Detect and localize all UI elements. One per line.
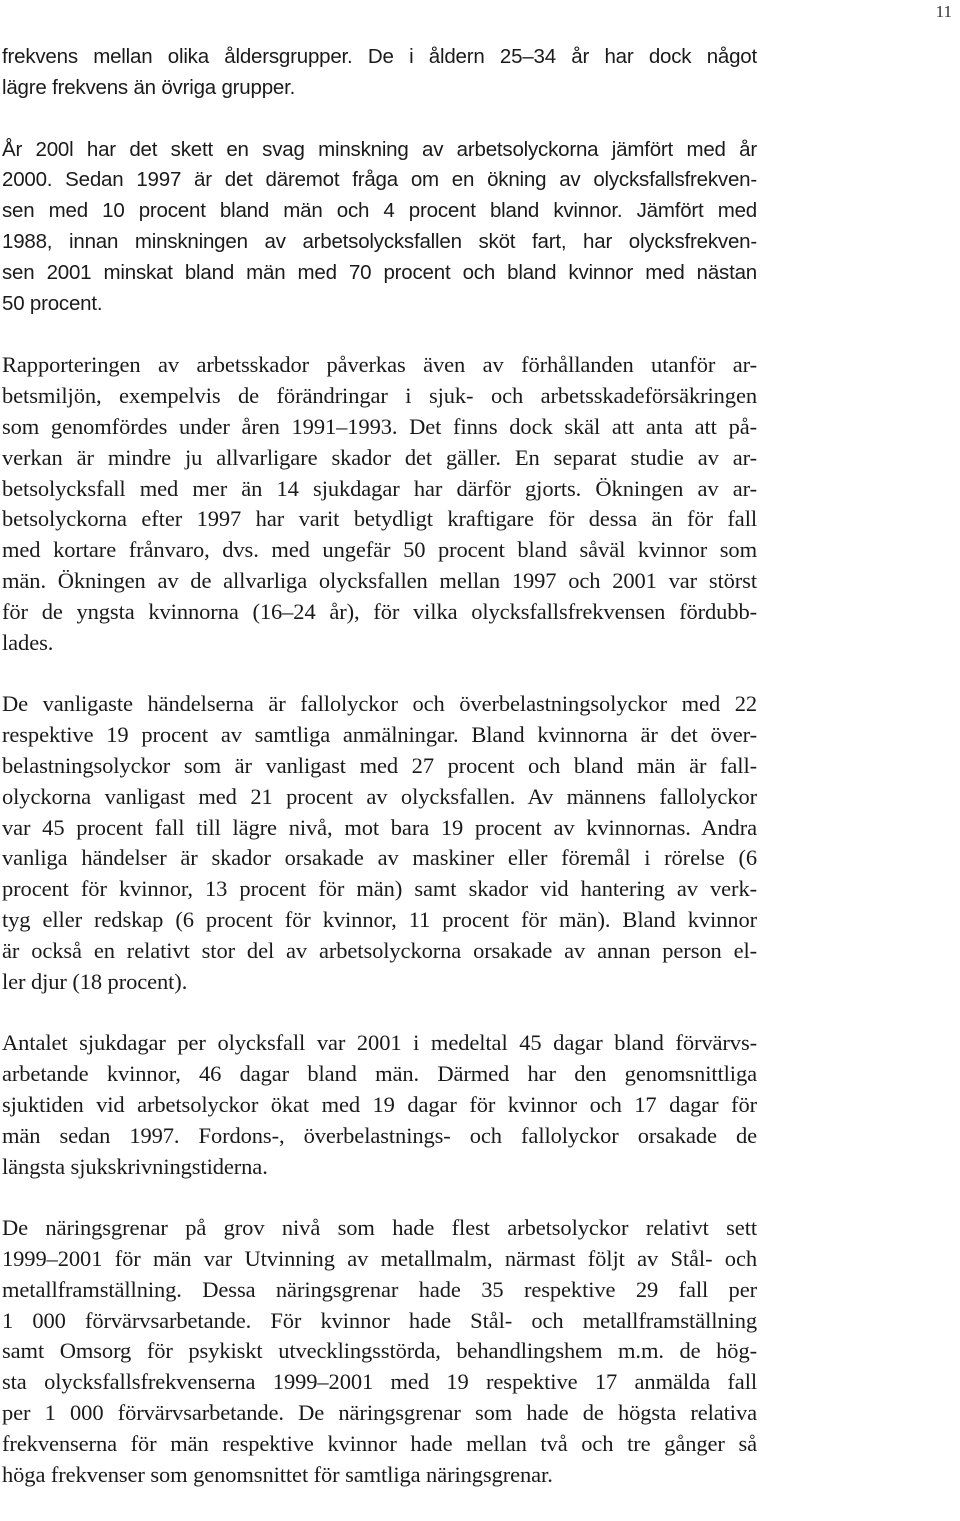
text-line: tyg eller redskap (6 procent för kvinnor, 11 procent för män). Bland kvinnor [2, 906, 757, 932]
text-line: ler djur (18 procent). [2, 968, 188, 994]
text-line: År 200l har det skett en svag minskning av arbetsolyckorna jämfört med år [2, 137, 757, 161]
text-line: med kortare frånvaro, dvs. med ungefär 50 procent bland såväl kvinnor som [2, 537, 757, 563]
text-line: olyckorna vanligast med 21 procent av olycksfallen. Av männens fallolyckor [2, 783, 757, 809]
text-line: Rapporteringen av arbetsskador påverkas även av förhållanden utanför ar- [2, 352, 757, 378]
text-line: vanliga händelser är skador orsakade av maskiner eller föremål i rörelse (6 [2, 845, 757, 871]
text-line: De vanligaste händelserna är fallolyckor och överbelastningsolyckor med 22 [2, 691, 757, 717]
text-line: per 1 000 förvärvsarbetande. De näringsgrenar som hade de högsta relativa [2, 1400, 757, 1426]
page-number: 11 [935, 2, 952, 21]
paragraph [2, 1028, 952, 1182]
text-line: 1988, innan minskningen av arbetsolycksfallen sköt fart, har olycksfrekven- [2, 229, 757, 253]
text-line: män sedan 1997. Fordons-, överbelastnings- och fallolyckor orsakade de [2, 1122, 757, 1148]
text-line: verkan är mindre ju allvarligare skador det gäller. En separat studie av ar- [2, 444, 757, 470]
text-line: 50 procent. [2, 291, 103, 315]
text-line: för de yngsta kvinnorna (16–24 år), för vilka olycksfallsfrekvensen fördubb- [2, 598, 757, 624]
paragraph [2, 689, 952, 997]
text-line: sen 2001 minskat bland män med 70 procent och bland kvinnor med nästan [2, 260, 757, 284]
text-line: höga frekvenser som genomsnittet för samtliga näringsgrenar. [2, 1461, 553, 1487]
text-line: De näringsgrenar på grov nivå som hade flest arbetsolyckor relativt sett [2, 1215, 757, 1241]
text-line: samt Omsorg för psykiskt utvecklingsstörda, behandlingshem m.m. de hög- [2, 1338, 757, 1364]
text-line: sjuktiden vid arbetsolyckor ökat med 19 dagar för kvinnor och 17 dagar för [2, 1091, 757, 1117]
paragraph [2, 42, 952, 104]
paragraph [2, 350, 952, 658]
text-line: procent för kvinnor, 13 procent för män) samt skador vid hantering av verk- [2, 876, 757, 902]
text-line: betsmiljön, exempelvis de förändringar i sjuk- och arbetsskadeförsäkringen [2, 383, 757, 409]
text-line: 1999–2001 för män var Utvinning av metallmalm, närmast följt av Stål- och [2, 1246, 757, 1272]
paragraph [2, 135, 952, 320]
text-line: 2000. Sedan 1997 är det däremot fråga om en ökning av olycksfallsfrekven- [2, 168, 757, 192]
text-line: frekvens mellan olika åldersgrupper. De i åldern 25–34 år har dock något [2, 45, 757, 68]
text-line: arbetande kvinnor, 46 dagar bland män. Därmed har den genomsnittliga [2, 1061, 757, 1087]
text-line: frekvenserna för män respektive kvinnor hade mellan två och tre gånger så [2, 1430, 757, 1456]
text-line: som genomfördes under åren 1991–1993. Det finns dock skäl att anta att på- [2, 413, 757, 439]
text-line: 1 000 förvärvsarbetande. För kvinnor hade Stål- och metallframställning [2, 1307, 757, 1333]
text-line: Antalet sjukdagar per olycksfall var 2001 i medeltal 45 dagar bland förvärvs- [2, 1030, 757, 1056]
text-line: var 45 procent fall till lägre nivå, mot bara 19 procent av kvinnornas. Andra [2, 814, 757, 840]
text-line: lägre frekvens än övriga grupper. [2, 75, 296, 99]
text-line: sen med 10 procent bland män och 4 procent bland kvinnor. Jämfört med [2, 199, 757, 223]
document-body [2, 42, 952, 1521]
text-line: lades. [2, 629, 54, 655]
text-line: respektive 19 procent av samtliga anmälningar. Bland kvinnorna är det över- [2, 722, 757, 748]
text-line: är också en relativt stor del av arbetsolyckorna orsakade av annan person el- [2, 937, 757, 963]
text-line: längsta sjukskrivningstiderna. [2, 1153, 268, 1179]
paragraph [2, 1213, 952, 1490]
text-line: sta olycksfallsfrekvenserna 1999–2001 med 19 respektive 17 anmälda fall [2, 1369, 757, 1395]
text-line: metallframställning. Dessa näringsgrenar hade 35 respektive 29 fall per [2, 1276, 757, 1302]
text-line: belastningsolyckor som är vanligast med 27 procent och bland män är fall- [2, 752, 757, 778]
text-line: män. Ökningen av de allvarliga olycksfallen mellan 1997 och 2001 var störst [2, 567, 757, 593]
text-line: betsolycksfall med mer än 14 sjukdagar har därför gjorts. Ökningen av ar- [2, 475, 757, 501]
text-line: betsolyckorna efter 1997 har varit betydligt kraftigare för dessa än för fall [2, 506, 757, 532]
